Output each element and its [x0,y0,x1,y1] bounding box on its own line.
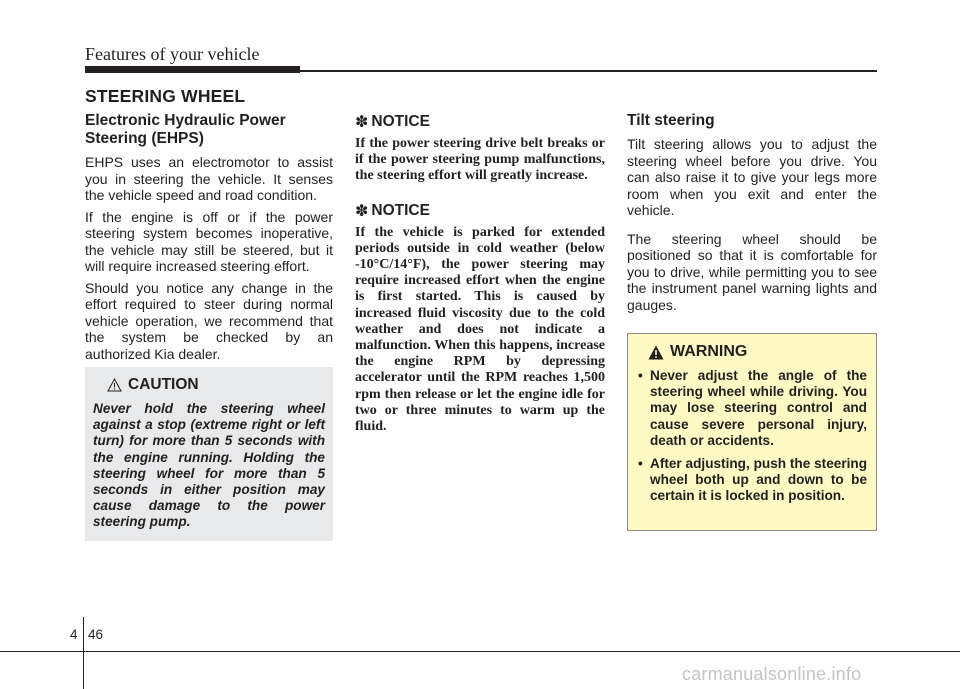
notice-2 [355,201,605,436]
header-rule-thick [85,66,300,73]
page-chapter: 4 [70,627,78,642]
caution-label: CAUTION [128,376,199,393]
warning-item-2-text: After adjusting, push the steering wheel both up and down to be certain it is locked in position. [650,456,867,504]
ehps-paragraph-3: Should you notice any change in the effort required to steer during normal vehicle operation, we recommend that the system be checked by an authorized Kia dealer. [85,279,333,362]
warning-heading [648,343,867,361]
caution-heading [107,376,325,394]
ehps-heading: Electronic Hydraulic Power Steering (EHPS) [85,112,286,147]
notice-2-heading [355,201,605,221]
notice-1-text: If the power steering drive belt breaks or if the power steering pump malfunctions, the steering effort will greatly increase. [355,136,605,184]
tilt-paragraph-2: The steering wheel should be positioned so that it is comfortable for you to drive, while permitting you to see the instrument panel warning lights and gauges. [627,230,877,313]
notice-1-heading [355,112,605,132]
warning-box [627,333,877,531]
column-notices [355,112,605,451]
bullet: • [638,456,643,472]
warning-label: WARNING [670,343,748,360]
footer-vertical-rule [83,617,84,689]
notice-2-label: NOTICE [371,201,430,219]
notice-star-icon: ✽ [355,202,369,220]
page-number: 46 [88,627,104,642]
notice-1-label: NOTICE [371,113,430,130]
tilt-heading: Tilt steering [627,112,715,129]
watermark: carmanualsonline.info [682,664,862,684]
notice-1 [355,112,605,185]
caution-triangle-icon [107,378,122,392]
caution-box [85,367,333,541]
notice-star-icon: ✽ [355,114,369,131]
footer-horizontal-rule [0,651,960,652]
warning-list [638,368,867,505]
column-tilt [627,112,877,325]
caution-text: Never hold the steering wheel against a stop (extreme right or left turn) for more than 5 seconds with the engine running. Holding the steering wheel for more than 5 seconds in either position may cause damage to the power steering pump. [93,401,325,530]
warning-item-1-text: Never adjust the angle of the steering wheel while driving. You may lose steering control and cause severe personal injury, death or accidents. [650,368,867,448]
warning-item-2 [638,456,867,505]
bullet: • [638,368,643,383]
page-header-title: Features of your vehicle [85,44,260,64]
warning-triangle-icon [648,345,664,360]
section-title: STEERING WHEEL [85,86,246,106]
ehps-paragraph-1: EHPS uses an electromotor to assist you in steering the vehicle. It senses the vehicle speed and road condition. [85,154,333,203]
ehps-paragraph-2: If the engine is off or if the power steering system becomes inoperative, the vehicle may still be steered, but it will require increased steering effort. [85,208,333,274]
header-rule-thin [300,70,877,72]
warning-item-1 [638,368,867,449]
notice-2-text: If the vehicle is parked for extended periods outside in cold weather (below -10°C/14°F), the power steering may require increased effort when the engine is first started. This is caused by increased fluid viscosity due to the cold weather and does not indicate a malfunction. When this happens, increase the engine RPM by depressing accelerator until the RPM reaches 1,500 rpm then release or let the engine idle for two or three minutes to warm up the fluid. [355,224,605,435]
column-ehps [85,112,333,367]
tilt-paragraph-1: Tilt steering allows you to adjust the steering wheel before you drive. You can also raise it to give your legs more room when you exit and enter the vehicle. [627,136,877,218]
